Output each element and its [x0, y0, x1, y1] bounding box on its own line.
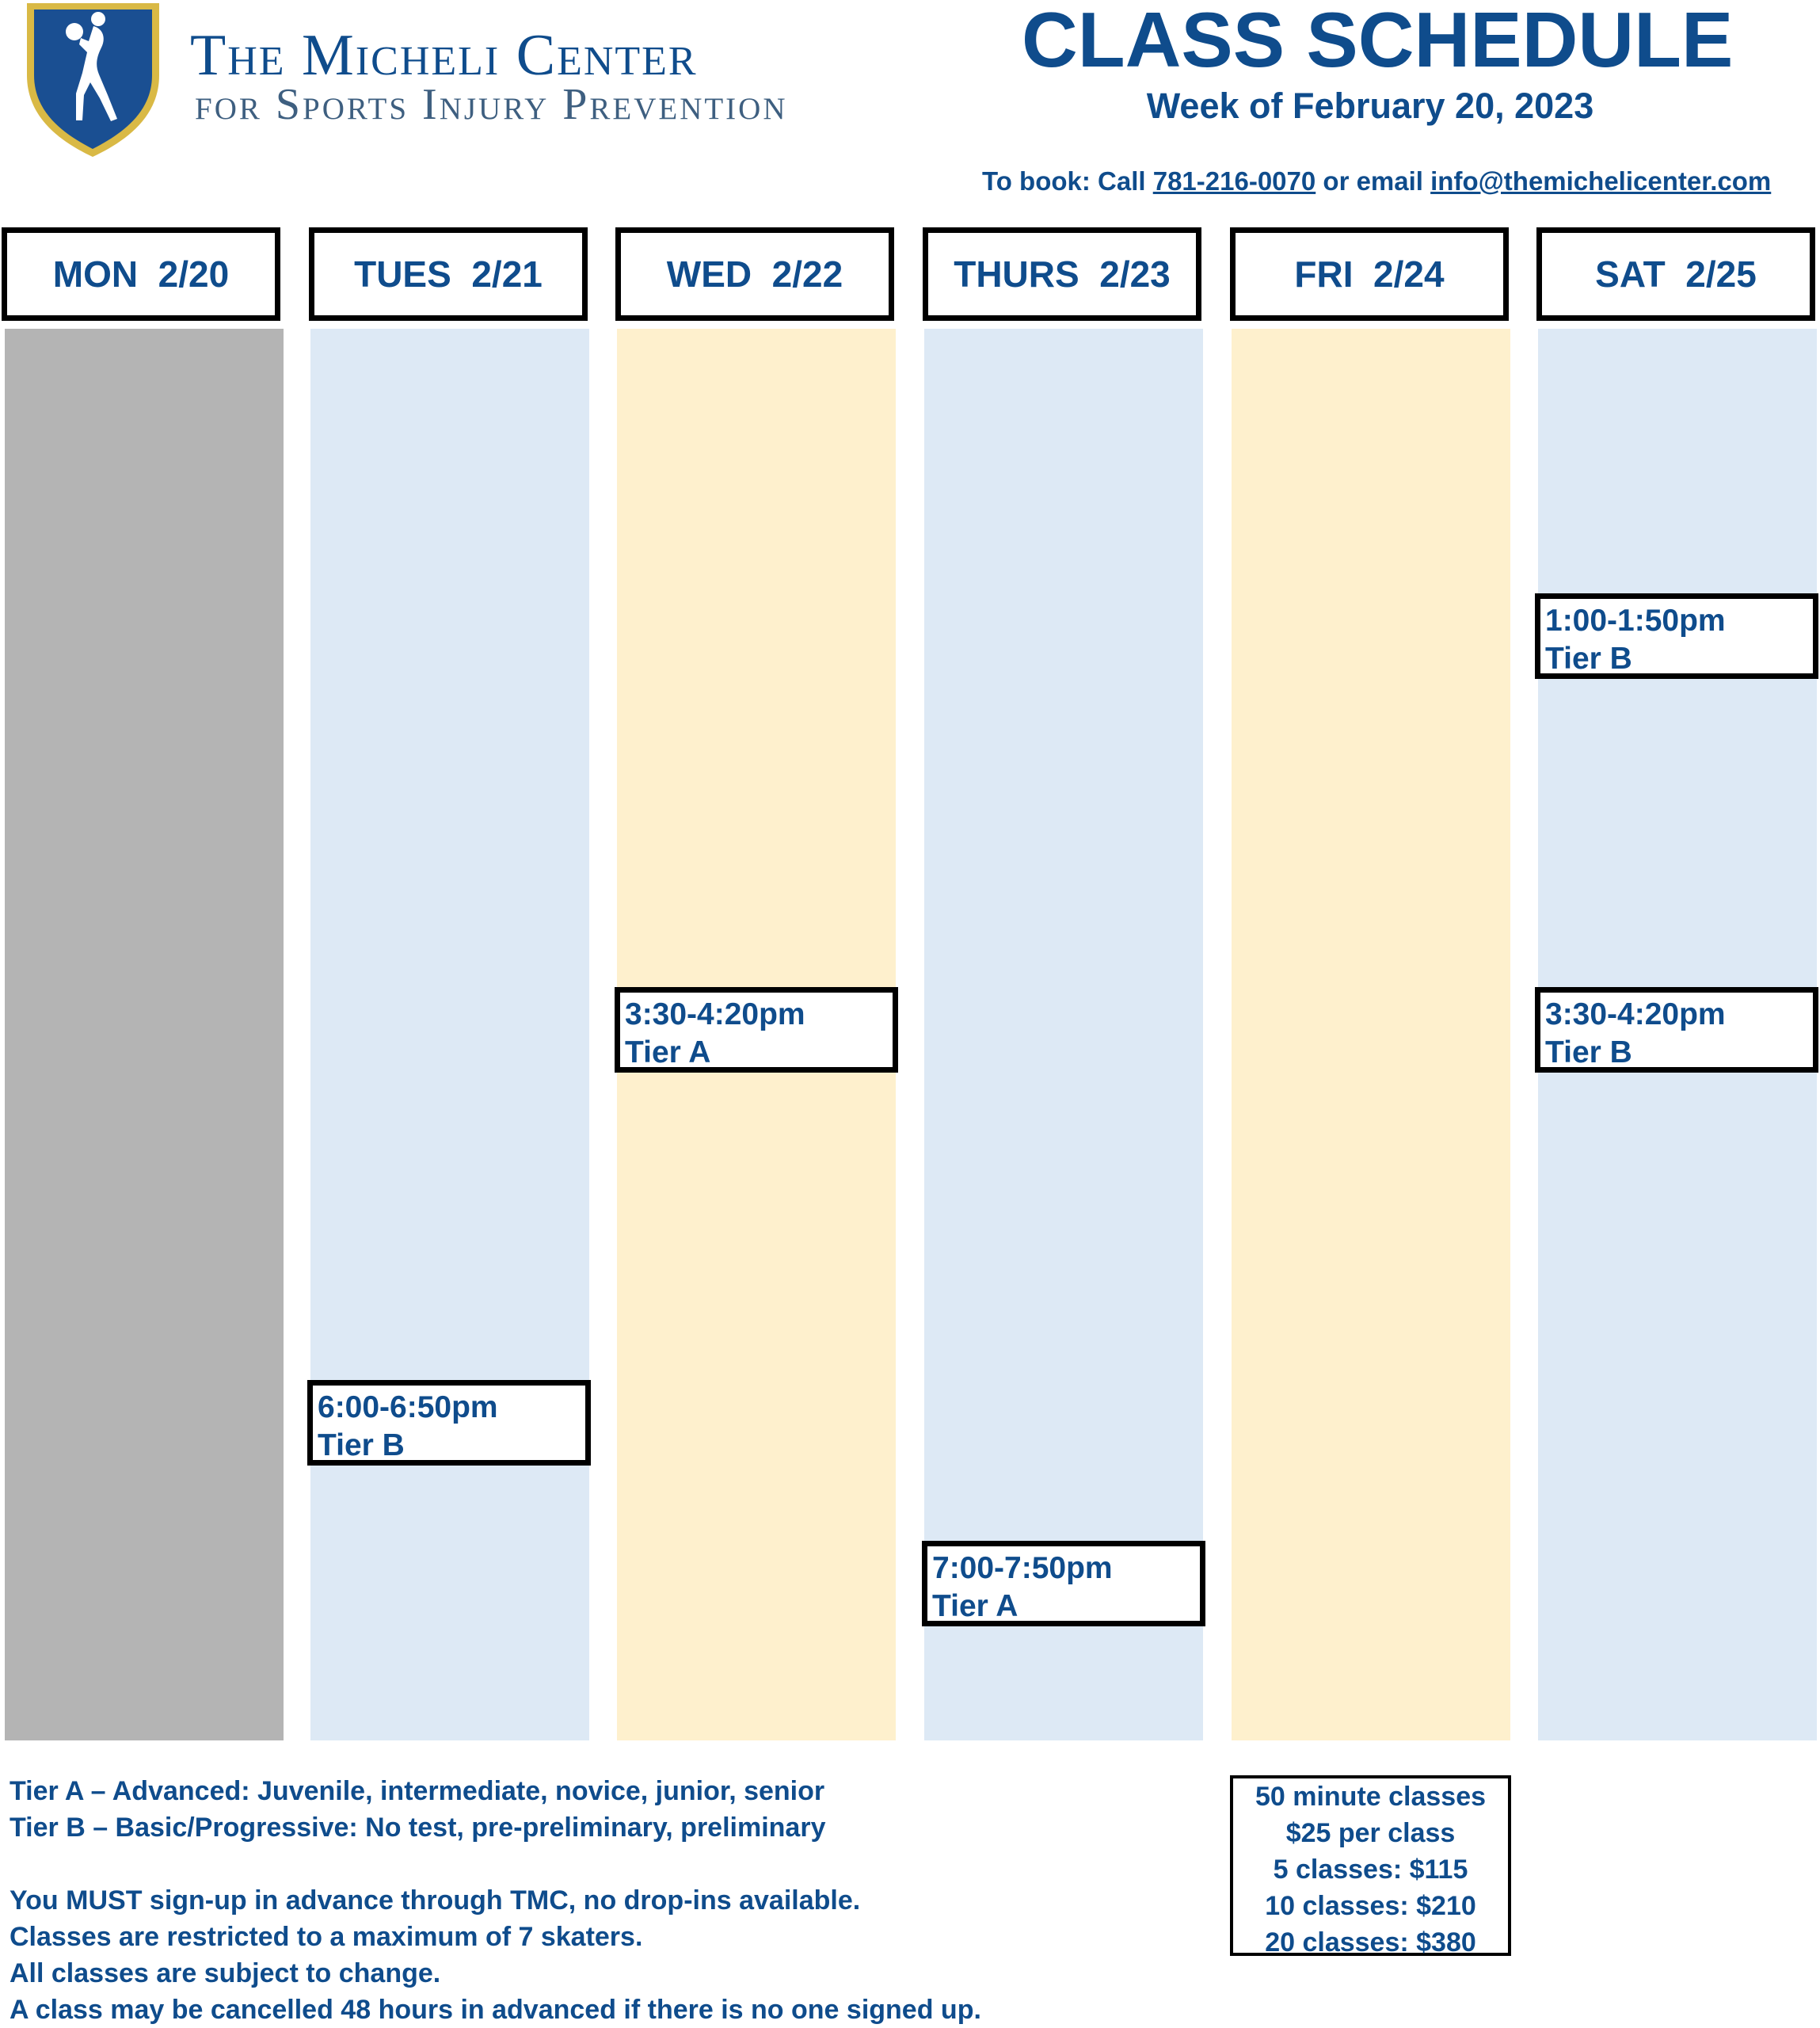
capacity-note: Classes are restricted to a maximum of 7 skaters.: [10, 1922, 643, 1952]
tier-a-note: Tier A – Advanced: Juvenile, intermediate, novice, junior, senior: [10, 1776, 825, 1806]
pricing-line: $25 per class: [1285, 1818, 1456, 1848]
class-block-sat-330pm[interactable]: [1535, 987, 1818, 1073]
class-tier: Tier B: [318, 1428, 405, 1462]
day-header-wed: WED 2/22: [615, 227, 894, 321]
day-header-fri: FRI 2/24: [1230, 227, 1509, 321]
phone-link[interactable]: 781-216-0070: [1152, 166, 1316, 196]
organization-subtitle: for Sports Injury Prevention: [195, 80, 788, 129]
booking-prefix: To book: Call: [982, 166, 1146, 196]
pricing-line: 50 minute classes: [1255, 1782, 1487, 1812]
pricing-line: 10 classes: $210: [1265, 1891, 1476, 1921]
class-tier: Tier A: [625, 1035, 711, 1069]
class-time: 1:00-1:50pm: [1545, 604, 1726, 638]
class-time: 7:00-7:50pm: [932, 1551, 1113, 1585]
class-time: 3:30-4:20pm: [1545, 997, 1726, 1031]
organization-name: The Micheli Center: [190, 23, 698, 88]
week-label: Week of February 20, 2023: [1146, 86, 1594, 126]
day-column-mon: [5, 329, 284, 1740]
day-header-thurs: THURS 2/23: [923, 227, 1201, 321]
day-header-sat: SAT 2/25: [1536, 227, 1815, 321]
schedule-notes: [10, 1773, 981, 2028]
class-block-wed-330pm[interactable]: [615, 987, 898, 1073]
cancellation-note: A class may be cancelled 48 hours in advanced if there is no one signed up.: [10, 1995, 981, 2025]
day-column-tues: [310, 329, 589, 1740]
day-header-mon: MON 2/20: [2, 227, 280, 321]
tier-b-note: Tier B – Basic/Progressive: No test, pre-preliminary, preliminary: [10, 1813, 826, 1843]
class-tier: Tier A: [932, 1589, 1019, 1623]
pricing-line: 20 classes: $380: [1265, 1927, 1476, 1957]
class-block-sat-1pm[interactable]: [1535, 593, 1818, 679]
page-title: CLASS SCHEDULE: [1022, 0, 1734, 83]
class-tier: Tier B: [1545, 1035, 1632, 1069]
notes-spacer: [10, 1846, 981, 1882]
day-column-fri: [1232, 329, 1510, 1740]
class-time: 6:00-6:50pm: [318, 1390, 498, 1424]
booking-info: [982, 166, 1771, 196]
pricing-box: [1230, 1775, 1511, 1956]
signup-note: You MUST sign-up in advance through TMC, no drop-ins available.: [10, 1885, 861, 1916]
micheli-center-logo: [24, 0, 162, 158]
change-note: All classes are subject to change.: [10, 1958, 441, 1988]
day-header-tues: TUES 2/21: [309, 227, 588, 321]
pricing-line: 5 classes: $115: [1273, 1855, 1468, 1885]
class-time: 3:30-4:20pm: [625, 997, 805, 1031]
class-tier: Tier B: [1545, 642, 1632, 676]
booking-middle: or email: [1323, 166, 1423, 196]
class-block-tues-6pm[interactable]: [307, 1380, 591, 1466]
class-block-thurs-7pm[interactable]: [922, 1541, 1205, 1626]
day-column-thurs: [924, 329, 1203, 1740]
email-link[interactable]: info@themichelicenter.com: [1430, 166, 1772, 196]
